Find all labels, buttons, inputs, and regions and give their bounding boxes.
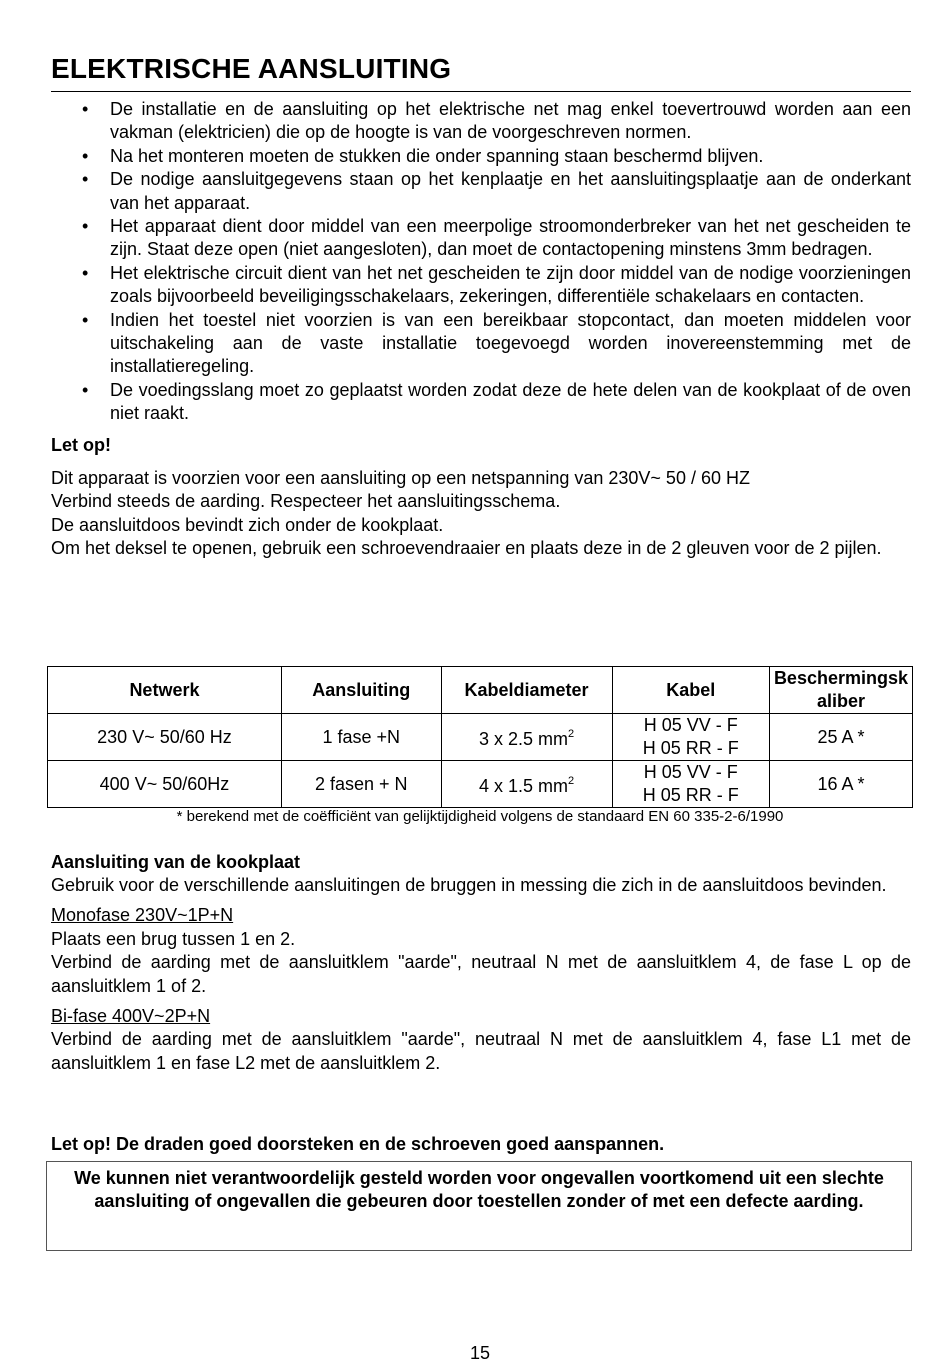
bullet-icon: • — [82, 309, 89, 330]
table-footnote: * berekend met de coëfficiënt van gelijktijdigheid volgens de standaard EN 60 335-2-6/1990 — [176, 808, 784, 825]
header-kabeldiameter: Kabeldiameter — [441, 667, 612, 714]
cell-aansluiting: 1 fase +N — [281, 714, 441, 761]
bullet-icon: • — [82, 216, 89, 237]
list-item: • De installatie en de aansluiting op het elektrische net mag enkel toevertrouwd worden aan een vakman (elektricien) die op de hoogte is van de voorgeschreven normen. — [82, 99, 911, 143]
cell-diameter: 3 x 2.5 $mm^2$ — [441, 714, 612, 761]
connection-section — [51, 851, 911, 1075]
list-item: • Indien het toestel niet voorzien is van een bereikbaar stopcontact, dan moeten middelen voor uitschakeling aan de vaste installatie toegevoegd worden inovereenstemming met de installatieregeling. — [82, 309, 911, 377]
disclaimer-text: We kunnen niet verantwoordelijk gesteld worden voor ongevallen voortkomend uit een slechte aansluiting of ongevallen die gebeuren door toestellen zonder of met een defecte aarding. — [74, 1168, 884, 1212]
safety-bullet-list — [51, 98, 911, 426]
header-netwerk: Netwerk — [48, 667, 282, 714]
cell-netwerk: 230 V~ 50/60 Hz — [48, 714, 282, 761]
disclaimer-box — [46, 1161, 912, 1251]
warning-text: Let op! De draden goed doorsteken en de schroeven goed aanspannen. — [51, 1134, 665, 1154]
header-kabel: Kabel — [612, 667, 769, 714]
header-aansluiting: Aansluiting — [281, 667, 441, 714]
page-number: 15 — [469, 1343, 491, 1363]
list-item: • Het elektrische circuit dient van het net gescheiden te zijn door middel van de nodige voorzieningen zoals bijvoorbeeld beveiligingsschakelaars, zekeringen, differentiële schakelaars en contacten. — [82, 262, 911, 307]
monofase-line: Plaats een brug tussen 1 en 2. — [51, 928, 296, 949]
bullet-icon: • — [82, 99, 89, 119]
section-intro: Gebruik voor de verschillende aansluitingen de bruggen in messing die zich in de aansluitdoos bevinden. — [51, 875, 887, 895]
page-content — [51, 50, 911, 560]
note-line: Om het deksel te openen, gebruik een schroevendraaier en plaats deze in de 2 gleuven voor de 2 pijlen. — [51, 537, 882, 558]
cell-kaliber: 16 A * — [769, 761, 912, 808]
cell-kabel: H 05 VV - F H 05 RR - F — [612, 714, 769, 761]
notes-paragraph — [51, 467, 911, 561]
page-title: ELEKTRISCHE AANSLUITING — [51, 50, 911, 92]
bifase-line: Verbind de aarding met de aansluitklem "aarde", neutraal N met de aansluitklem 4, fase L1 met de aansluitklem 1 en fase L2 met de aansluitklem 2. — [51, 1029, 911, 1073]
table-header-row — [48, 667, 913, 714]
note-line: De aansluitdoos bevindt zich onder de kookplaat. — [51, 514, 444, 535]
note-line: Verbind steeds de aarding. Respecteer het aansluitingsschema. — [51, 491, 561, 512]
bullet-icon: • — [82, 145, 89, 166]
cell-netwerk: 400 V~ 50/60Hz — [48, 761, 282, 808]
list-item: • Het apparaat dient door middel van een meerpolige stroomonderbreker van het net gescheiden te zijn. Staat deze open (niet aangesloten), dan moet de contactopening minstens 3mm bedragen. — [82, 216, 911, 260]
attention-heading: Let op! — [51, 434, 111, 455]
cell-kaliber: 25 A * — [769, 714, 912, 761]
cell-diameter: 4 x 1.5 $mm^2$ — [441, 761, 612, 808]
monofase-title: Monofase 230V~1P+N — [51, 905, 234, 926]
bifase-title: Bi-fase 400V~2P+N — [51, 1006, 211, 1027]
list-item: • De nodige aansluitgegevens staan op het kenplaatje en het aansluitingsplaatje aan de onderkant van het apparaat. — [82, 169, 911, 213]
list-item: • De voedingsslang moet zo geplaatst worden zodat deze de hete delen van de kookplaat of de oven niet raakt. — [82, 379, 911, 424]
table-row — [48, 761, 913, 808]
list-item: • Na het monteren moeten de stukken die onder spanning staan beschermd blijven. — [51, 145, 911, 168]
connection-spec-table — [47, 666, 913, 808]
cell-aansluiting: 2 fasen + N — [281, 761, 441, 808]
bullet-icon: • — [82, 169, 89, 190]
section-heading: Aansluiting van de kookplaat — [51, 852, 301, 872]
bullet-icon: • — [82, 379, 89, 400]
bullet-icon: • — [82, 262, 89, 283]
table-row — [48, 714, 913, 761]
header-beschermingskaliber: Beschermingsk aliber — [769, 667, 912, 714]
monofase-line: Verbind de aarding met de aansluitklem "aarde", neutraal N met de aansluitklem 4, de fase L op de aansluitklem 1 of 2. — [51, 952, 911, 996]
cell-kabel: H 05 VV - F H 05 RR - F — [612, 761, 769, 808]
note-line: Dit apparaat is voorzien voor een aansluiting op een netspanning van 230V~ 50 / 60 HZ — [51, 467, 750, 488]
